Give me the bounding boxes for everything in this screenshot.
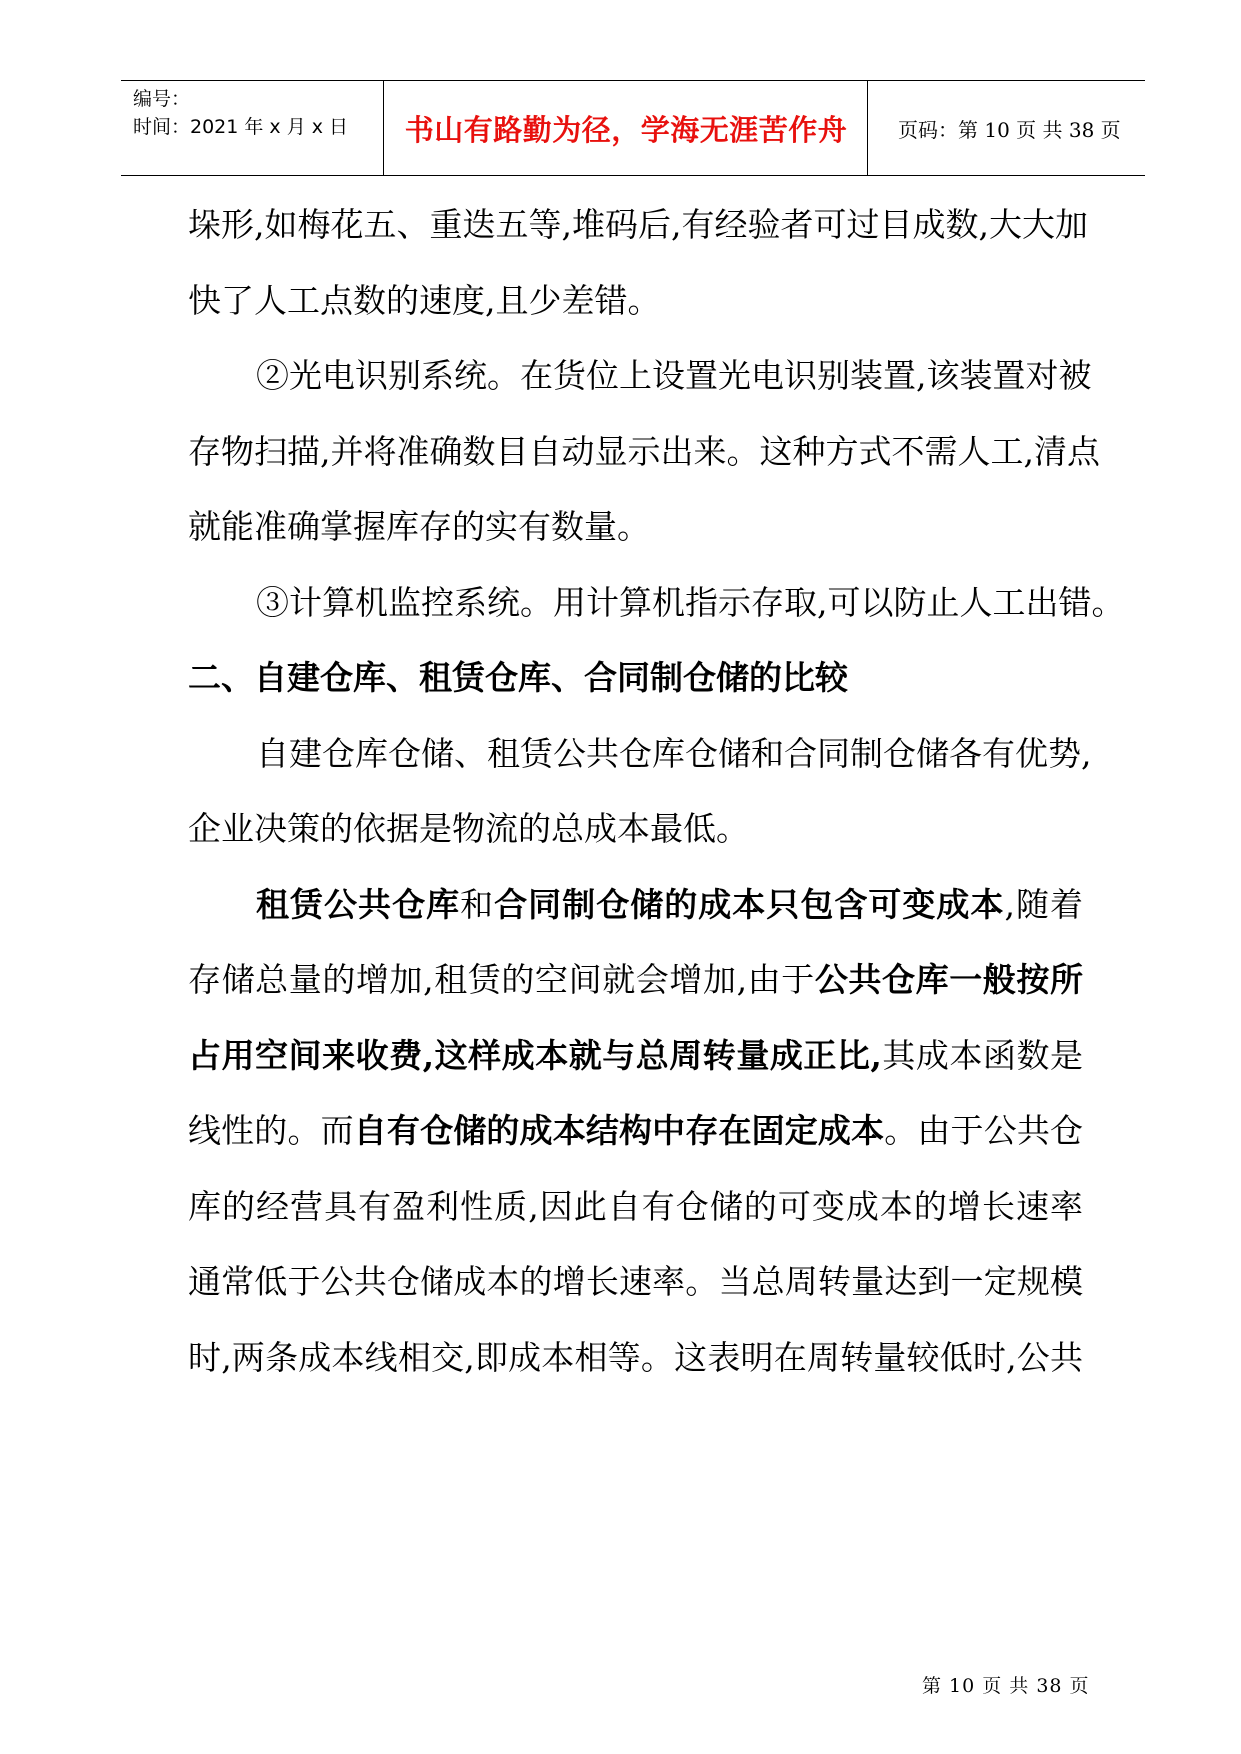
plain-text: 线性的。而 [188,1111,354,1150]
document-number-label: 编号： [133,88,191,110]
header-meta [133,85,383,141]
paragraph-line: 存物扫描,并将准确数目自动显示出来。这种方式不需人工,清点 [188,432,1100,471]
paragraph-line [188,960,1083,1000]
paragraph-line: 垛形,如梅花五、重迭五等,堆码后,有经验者可过目成数,大大加 [188,205,1088,244]
plain-text: 和 [460,885,495,924]
emphasis-text: 自有仓储的成本结构中存在固定成本 [353,1111,885,1150]
page-footer: 第 10 页 共 38 页 [922,1675,1090,1697]
section-heading: 二、自建仓库、租赁仓库、合同制仓储的比较 [188,658,848,697]
paragraph-line [256,885,1083,925]
paragraph-line [188,1036,1083,1076]
plain-text: ,随着 [1004,885,1084,924]
emphasis-text: 租赁公共仓库 [256,885,461,924]
paragraph-line: ②光电识别系统。在货位上设置光电识别装置,该装置对被 [256,356,1092,395]
emphasis-text: 合同制仓储的成本只包含可变成本 [494,885,1005,924]
emphasis-text: 占用空间来收费,这样成本就与总周转量成正比, [188,1036,882,1075]
header-page-info: 页码：第 10 页 共 38 页 [898,117,1121,142]
emphasis-text: 公共仓库一般按所 [814,960,1083,999]
paragraph-line [188,1111,1083,1151]
paragraph-line: 快了人工点数的速度,且少差错。 [188,281,661,320]
plain-text: 存储总量的增加,租赁的空间就会增加,由于 [188,960,815,999]
plain-text: 。由于公共仓 [884,1111,1084,1150]
document-time: 时间：2021 年 x 月 x 日 [133,116,349,138]
paragraph-line: 就能准确掌握库存的实有数量。 [188,507,650,546]
paragraph-line: ③计算机监控系统。用计算机指示存取,可以防止人工出错。 [256,583,1125,622]
paragraph-line: 时,两条成本线相交,即成本相等。这表明在周转量较低时,公共 [188,1338,1083,1377]
page-header [121,80,1145,176]
plain-text: 其成本函数是 [881,1036,1084,1075]
paragraph-line: 库的经营具有盈利性质,因此自有仓储的可变成本的增长速率 [188,1187,1083,1226]
paragraph-line: 通常低于公共仓储成本的增长速率。当总周转量达到一定规模 [188,1262,1083,1301]
paragraph-line: 企业决策的依据是物流的总成本最低。 [188,809,749,848]
paragraph-line: 自建仓库仓储、租赁公共仓库仓储和合同制仓储各有优势, [256,734,1092,773]
header-motto: 书山有路勤为径，学海无涯苦作舟 [404,112,848,147]
